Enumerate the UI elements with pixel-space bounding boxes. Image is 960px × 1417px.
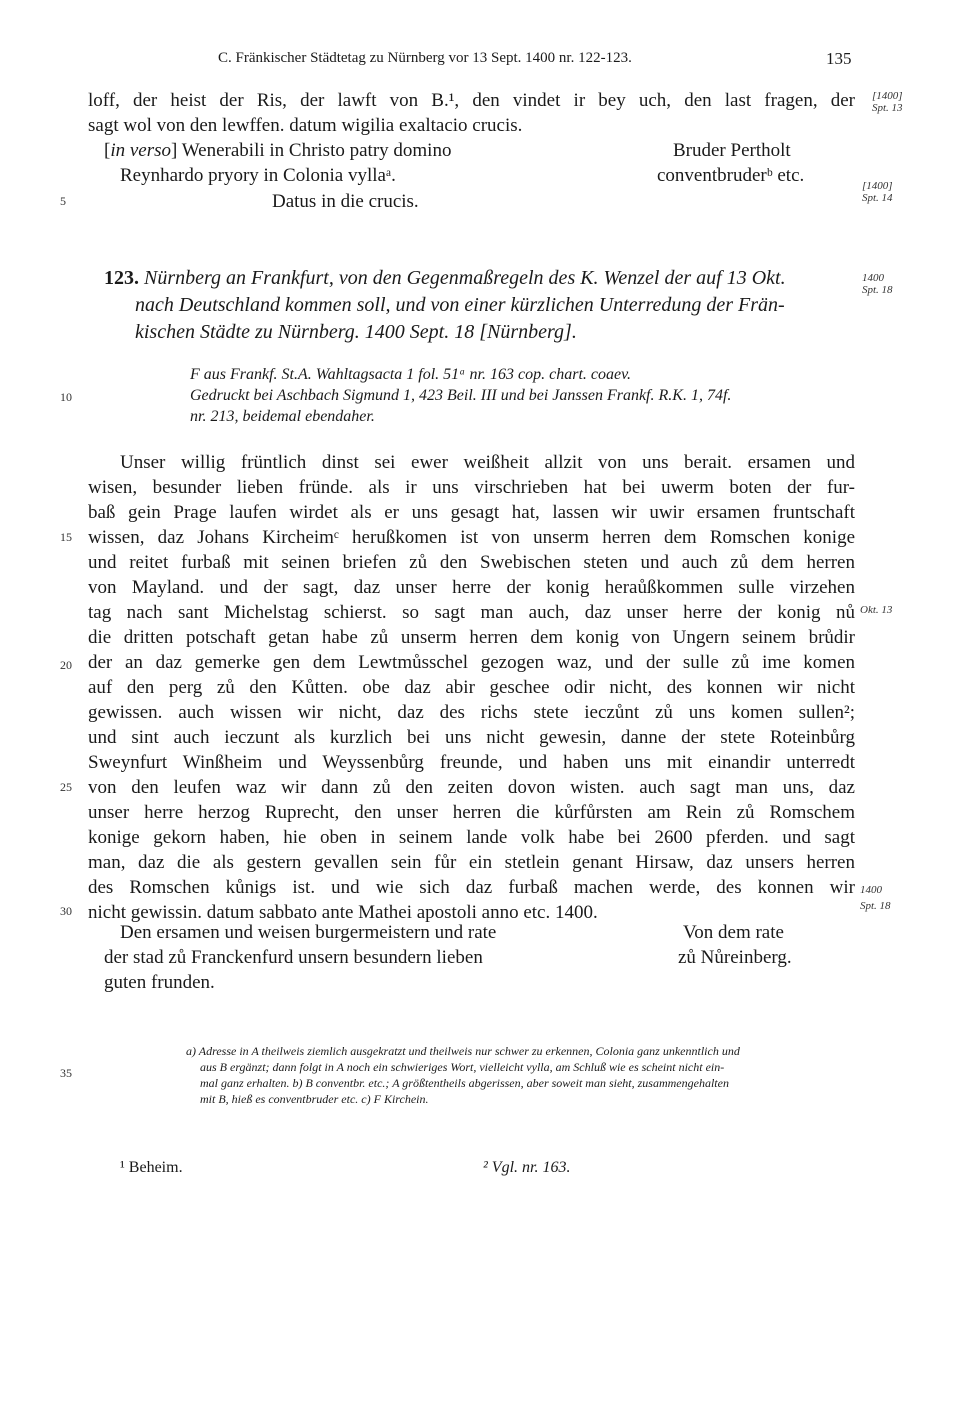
source-line-1: F aus Frankf. St.A. Wahltagsacta 1 fol. 51ᵃ nr. 163 cop. chart. coaev. bbox=[190, 366, 631, 383]
margin-date-2: [1400] Spt. 14 bbox=[862, 180, 893, 204]
prev-doc-line-1: loff, der heist der Ris, der lawft von B.¹, den vindet ir bey uch, den last fragen, der bbox=[88, 90, 855, 111]
body-line: und sint auch ieczunt als kurzlich bei uns nicht gewesin, danne der stete Roteinbůrg bbox=[88, 727, 855, 748]
doc-sender-2: zů Nůreinberg. bbox=[678, 947, 792, 968]
footnote-line-1: a) Adresse in A theilweis ziemlich ausgekratzt und theilweis nur schwer zu erkennen, Colonia ganz unkenntlich und bbox=[186, 1044, 740, 1058]
body-line: unser herre herzog Ruprecht, den unser herren die kůrfůrsten am Rein zů Romschem bbox=[88, 802, 855, 823]
running-title: C. Fränkischer Städtetag zu Nürnberg vor 13 Sept. 1400 nr. 122-123. bbox=[218, 50, 632, 66]
note-2: ² Vgl. nr. 163. bbox=[483, 1159, 571, 1176]
page-number: 135 bbox=[826, 49, 852, 68]
margin-date-3: 1400 Spt. 18 bbox=[862, 272, 893, 296]
prev-doc-line-2: sagt wol von den lewffen. datum wigilia exaltacio crucis. bbox=[88, 115, 523, 136]
doc-title-line-1 bbox=[104, 266, 786, 291]
source-line-2: Gedruckt bei Aschbach Sigmund 1, 423 Beil. III und bei Janssen Frankf. R.K. 1, 74f. bbox=[190, 387, 732, 404]
body-line: von Mayland. und der sagt, daz unser herre der konig heraůßkommen sulle virzehen bbox=[88, 577, 855, 598]
line-number-5: 5 bbox=[60, 194, 66, 208]
body-line: man, daz die als gestern gevallen sein fůr ein stetlein genant Hirsaw, daz unsers herren bbox=[88, 852, 855, 873]
body-line: baß gein Prage laufen wirdet als er uns gesagt hat, lassen wir uwir ersamen fruntschaft bbox=[88, 502, 855, 523]
note-1: ¹ Beheim. bbox=[120, 1159, 183, 1176]
line-number-25: 25 bbox=[60, 780, 72, 794]
margin-date-4: Okt. 13 bbox=[860, 604, 893, 616]
body-line: und reitet furbaß mit seinen briefen zů den Swebischen steten und auch zů dem herren bbox=[88, 552, 855, 573]
doc-address-3: guten frunden. bbox=[104, 972, 215, 993]
line-number-35: 35 bbox=[60, 1066, 72, 1080]
margin-date-1: [1400] Spt. 13 bbox=[872, 90, 903, 114]
doc-title-line-2: nach Deutschland kommen soll, und von einer kürzlichen Unterredung der Frän- bbox=[135, 294, 785, 316]
doc-number: 123. bbox=[104, 267, 139, 289]
line-number-10: 10 bbox=[60, 390, 72, 404]
source-line-3: nr. 213, beidemal ebendaher. bbox=[190, 408, 375, 425]
line-number-30: 30 bbox=[60, 904, 72, 918]
doc-title-line-3: kischen Städte zu Nürnberg. 1400 Sept. 18 [Nürnberg]. bbox=[135, 321, 577, 343]
prev-doc-address-2: Reynhardo pryory in Colonia vyllaᵃ. bbox=[120, 165, 396, 186]
footnote-line-2: aus B ergänzt; dann folgt in A noch ein schwieriges Wort, vielleicht vylla, am Schluß wie es scheint nicht ein- bbox=[200, 1060, 725, 1074]
body-line: von den leufen waz wir dann zů den zeiten dovon wisten. auch sagt man uns, daz bbox=[88, 777, 855, 798]
body-line: gewissen. auch wissen wir nicht, daz des richs stete ieczůnt zů uns komen sullen²; bbox=[88, 702, 855, 723]
doc-address-1: Den ersamen und weisen burgermeistern und rate bbox=[120, 922, 497, 943]
body-line: der an daz gemerke gen dem Lewtmůsschel gezogen waz, und der sulle zů ime komen bbox=[88, 652, 855, 673]
body-line: wissen, daz Johans Kircheimᶜ herußkomen ist von unserm herren dem Romschen konige bbox=[88, 527, 855, 548]
body-line: die dritten potschaft getan habe zů unserm herren dem konig von Ungern seinem brůdir bbox=[88, 627, 855, 648]
doc-title-text: Nürnberg an Frankfurt, von den Gegenmaßregeln des K. Wenzel der auf 13 Okt. bbox=[144, 267, 786, 289]
body-line: auf den perg zů den Kůtten. obe daz abir geschee odir nicht, des konnen wir nicht bbox=[88, 677, 855, 698]
verso-label: in verso bbox=[110, 140, 172, 161]
prev-doc-address-3: Datus in die crucis. bbox=[272, 191, 419, 212]
body-line: Sweynfurt Winßheim und Weyssenbůrg freunde, und haben uns mit einandir unterredt bbox=[88, 752, 855, 773]
address-text: Wenerabili in Christo patry domino bbox=[181, 140, 452, 161]
doc-address-2: der stad zů Franckenfurd unsern besundern lieben bbox=[104, 947, 483, 968]
doc-body bbox=[88, 450, 855, 925]
body-line: konige gekorn haben, hie oben in seinem lande volk habe bei 2600 pferden. und sagt bbox=[88, 827, 855, 848]
footnote-line-3: mal ganz erhalten. b) B conventbr. etc.; A größtentheils abgerissen, aber soweit man sieht, zusammengehalten bbox=[200, 1076, 729, 1090]
body-line: wisen, besunder lieben fründe. als ir uns virschrieben hat bei uwerm boten der fur- bbox=[88, 477, 855, 498]
body-line: des Romschen kůnigs ist. und wie sich daz furbaß machen werde, des konnen wir bbox=[88, 877, 855, 898]
footnote-line-4: mit B, hieß es conventbruder etc. c) F Kirchein. bbox=[200, 1092, 429, 1106]
prev-doc-sender-2: conventbruderᵇ etc. bbox=[657, 165, 805, 186]
body-line: Unser willig früntlich dinst sei ewer weißheit allzit von uns berait. ersamen und bbox=[120, 452, 855, 473]
body-line: nicht gewissin. datum sabbato ante Mathei apostoli anno etc. 1400. bbox=[88, 902, 598, 923]
body-line: tag nach sant Michelstag schierst. so sagt man auch, daz unser herre der konig nů bbox=[88, 602, 855, 623]
prev-doc-sender-1: Bruder Pertholt bbox=[673, 140, 791, 161]
line-number-15: 15 bbox=[60, 530, 72, 544]
doc-sender-1: Von dem rate bbox=[683, 922, 784, 943]
line-number-20: 20 bbox=[60, 658, 72, 672]
margin-date-5: 1400 Spt. 18 bbox=[860, 884, 891, 912]
prev-doc-address-1: [in verso] Wenerabili in Christo patry domino bbox=[104, 140, 452, 161]
